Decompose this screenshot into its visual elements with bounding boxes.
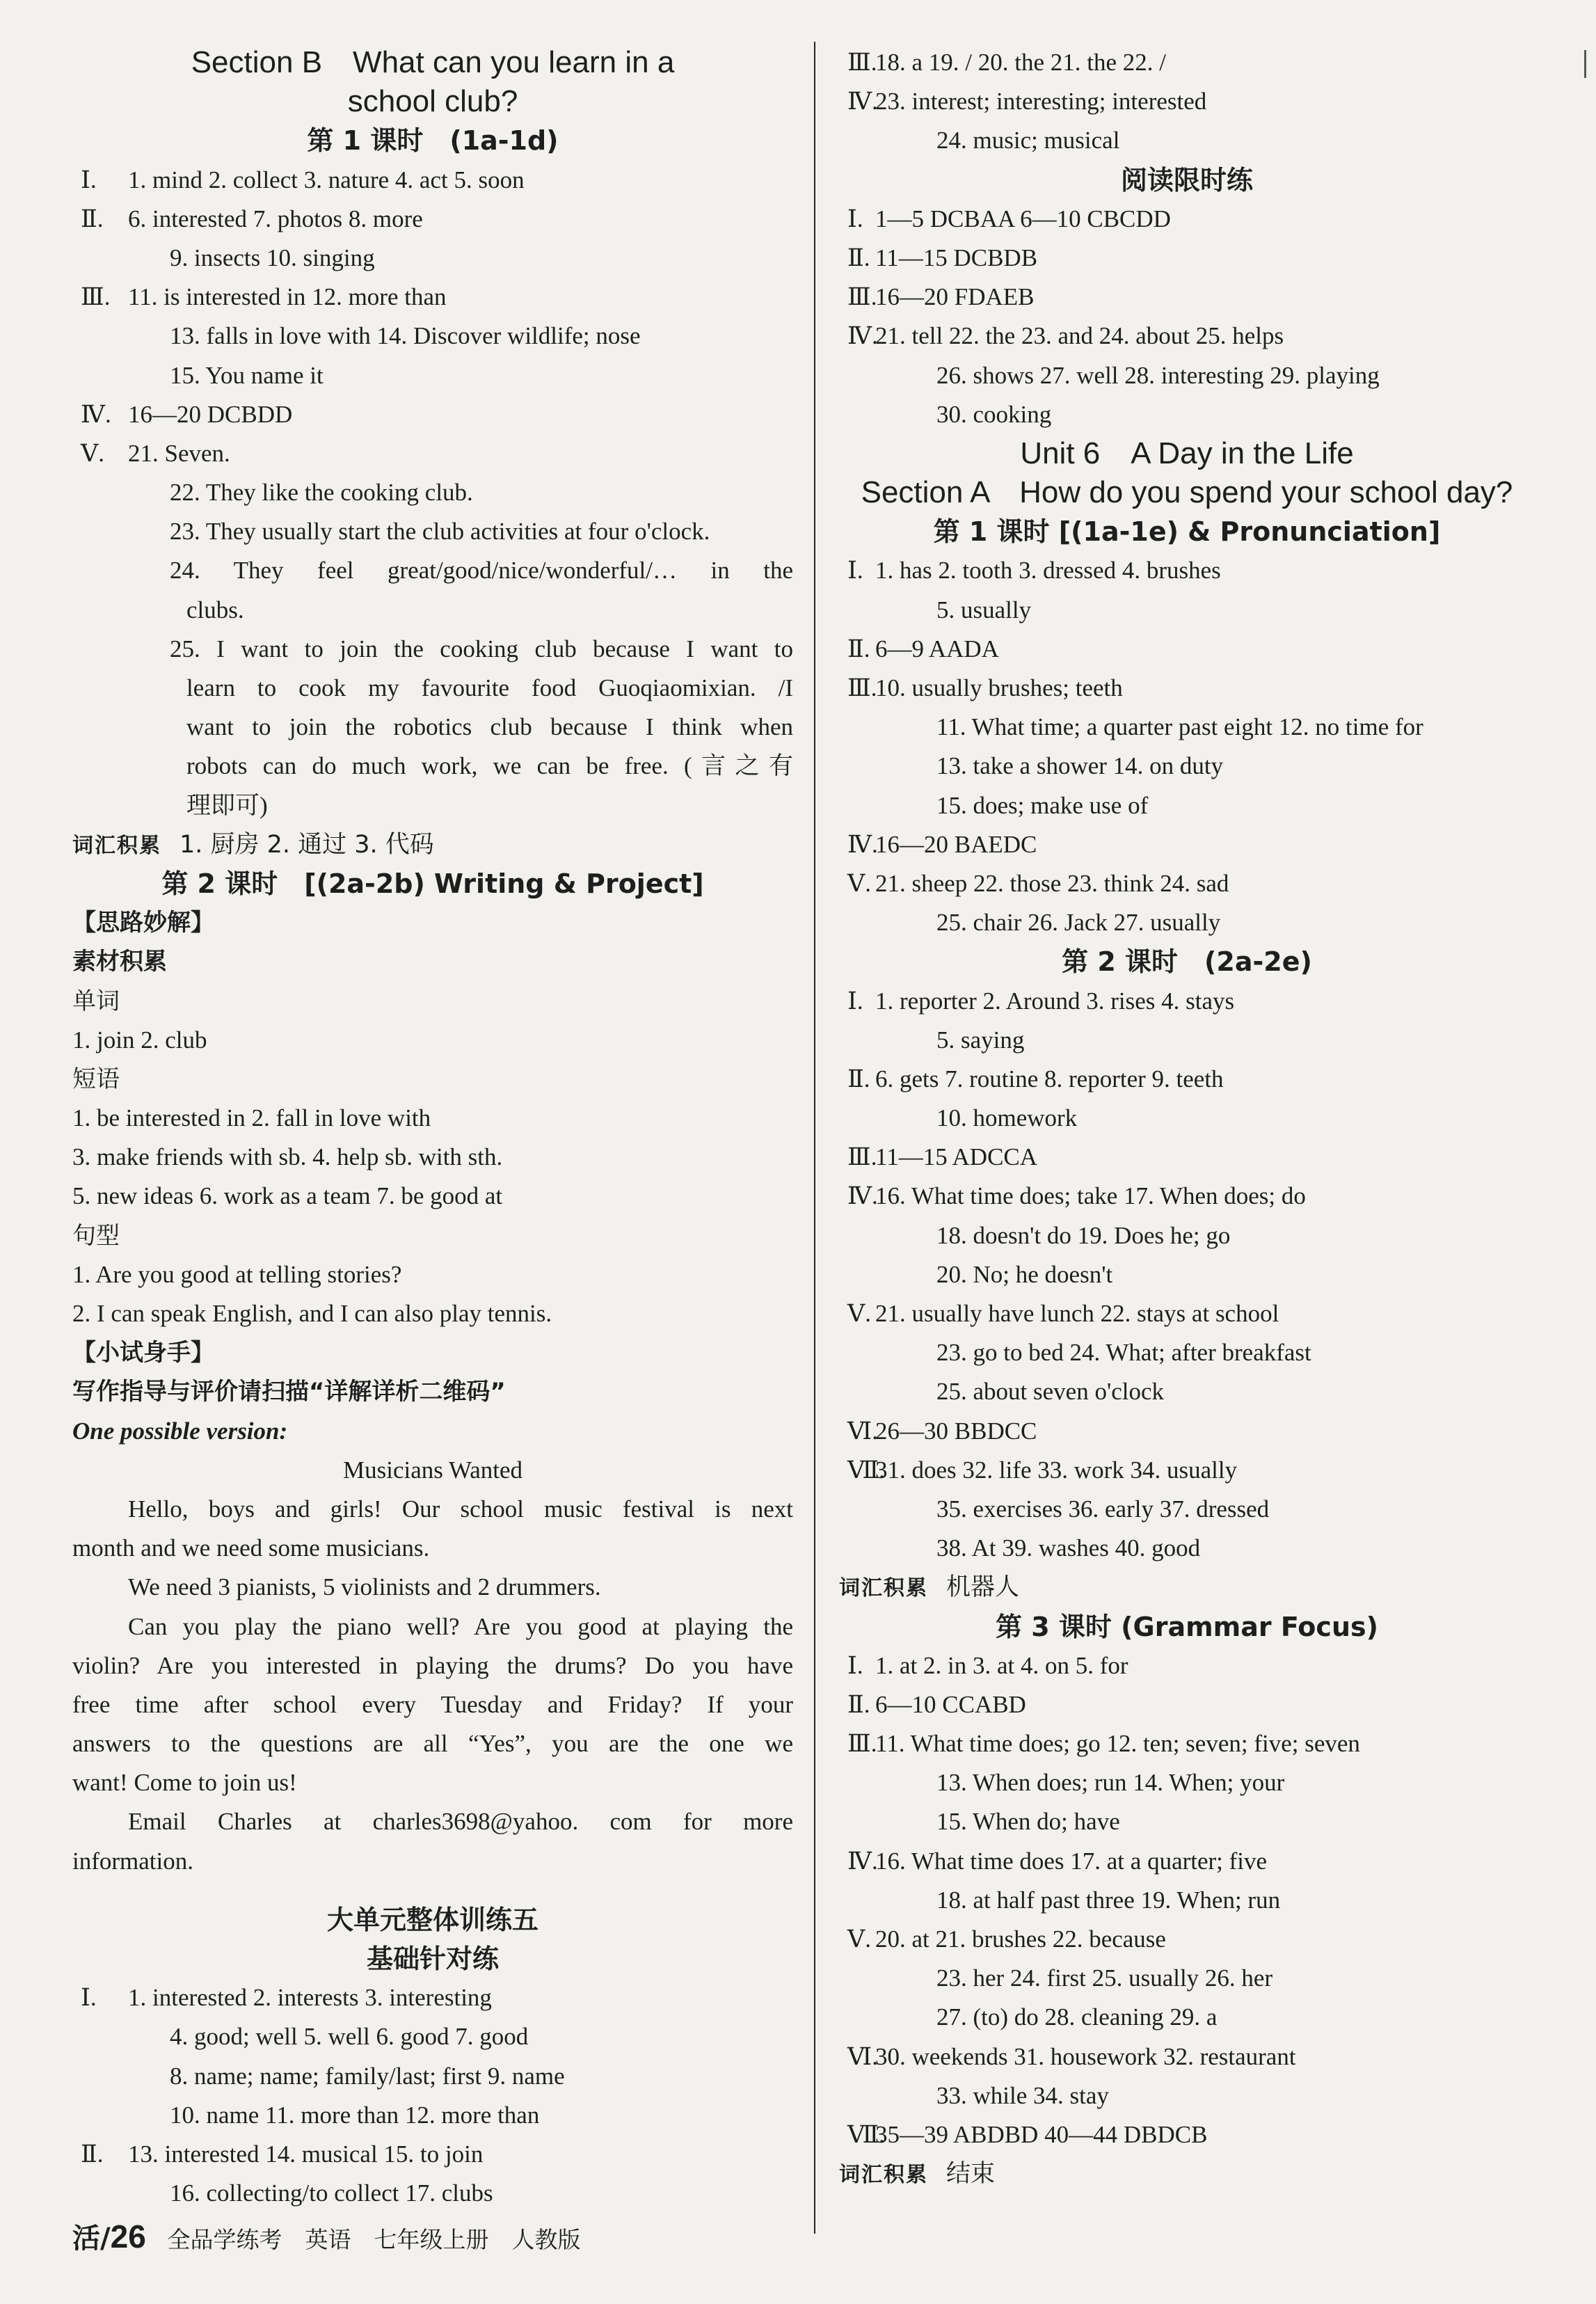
section-heading: Unit 6 A Day in the Life — [1020, 436, 1354, 470]
answer-line — [72, 2017, 793, 2056]
answer-line — [839, 1646, 1535, 1685]
answer-line — [839, 1998, 1535, 2037]
answer-text: 27. (to) do 28. cleaning 29. a — [936, 2003, 1218, 2031]
answer-text: 5. saying — [936, 1026, 1025, 1054]
roman-numeral: Ⅰ. — [847, 1651, 863, 1679]
answer-line — [72, 512, 793, 551]
answer-text: 16—20 BAEDC — [875, 830, 1037, 858]
answer-text: 13. take a shower 14. on duty — [936, 752, 1224, 780]
answer-line — [839, 669, 1535, 708]
answer-text: 1. reporter 2. Around 3. rises 4. stays — [875, 987, 1235, 1015]
roman-numeral: Ⅱ. — [847, 1690, 870, 1718]
answer-text: 10. usually brushes; teeth — [875, 674, 1123, 701]
category-label: 单词 — [72, 987, 120, 1015]
answer-text: 11. What time; a quarter past eight 12. no time for — [936, 713, 1423, 741]
answer-text: 35—39 ABDBD 40—44 DBDCB — [875, 2120, 1208, 2148]
answer-line — [839, 239, 1535, 278]
answer-text: 35. exercises 36. early 37. dressed — [936, 1495, 1270, 1523]
answer-text: 15. does; make use of — [936, 791, 1149, 819]
answer-text: 16. What time does 17. at a quarter; five — [875, 1847, 1268, 1875]
answer-line — [839, 1060, 1535, 1099]
answer-text: 10. homework — [936, 1104, 1078, 1132]
lesson-heading: 第 2 课时 [(2a-2b) Writing & Project] — [161, 868, 704, 899]
answer-line — [839, 1099, 1535, 1138]
answer-line — [839, 1177, 1535, 1216]
answer-line — [839, 2076, 1535, 2115]
paragraph-line: Hello, boys and girls! Our school music festival is next — [128, 1495, 793, 1523]
answer-text: 21. sheep 22. those 23. think 24. sad — [875, 869, 1229, 897]
roman-numeral: Ⅳ. — [81, 400, 111, 428]
answer-line — [839, 982, 1535, 1021]
answer-line — [839, 1802, 1535, 1841]
answer-text: 23. interest; interesting; interested — [875, 88, 1207, 116]
vocab-text: 机器人 — [946, 1573, 1020, 1602]
roman-numeral: Ⅶ. — [847, 1456, 885, 1484]
vocab-line — [839, 1568, 1535, 1607]
vocab-tag: 词汇积累 — [72, 833, 161, 858]
answer-line — [839, 395, 1535, 434]
answer-text: robots can do much work, we can be free. (言之有 — [186, 752, 793, 780]
answer-line — [72, 239, 793, 278]
roman-numeral: Ⅶ. — [847, 2120, 885, 2148]
answer-text: 1. at 2. in 3. at 4. on 5. for — [875, 1651, 1128, 1679]
roman-numeral: Ⅱ. — [81, 205, 104, 232]
answer-line — [72, 786, 793, 825]
lesson-heading: 第 3 课时 (Grammar Focus) — [996, 1611, 1378, 1642]
lesson-heading: 阅读限时练 — [1120, 164, 1253, 196]
answer-text: want to join the robotics club because I think when — [186, 713, 793, 741]
answer-line — [839, 1490, 1535, 1529]
roman-numeral: Ⅳ. — [847, 322, 878, 350]
answer-line — [72, 708, 793, 747]
column-divider — [814, 42, 815, 2234]
answer-line — [839, 1451, 1535, 1490]
lesson-heading: 第 2 课时 (2a-2e) — [1062, 946, 1312, 978]
answer-line — [839, 1763, 1535, 1802]
answer-line — [839, 1412, 1535, 1451]
answer-text: 16—20 DCBDD — [128, 400, 293, 428]
answer-line — [72, 434, 793, 473]
roman-numeral: Ⅲ. — [847, 1730, 877, 1758]
answer-line — [72, 630, 793, 669]
text-line: 5. new ideas 6. work as a team 7. be good at — [72, 1182, 503, 1210]
answer-line — [72, 669, 793, 708]
answer-text: 33. while 34. stay — [936, 2081, 1109, 2109]
roman-numeral: Ⅲ. — [847, 283, 877, 311]
lesson-heading: 大单元整体训练五 — [326, 1904, 538, 1935]
answer-text: 20. No; he doesn't — [936, 1260, 1113, 1288]
answer-line — [72, 395, 793, 434]
answer-line — [839, 591, 1535, 630]
answer-text: 8. name; name; family/last; first 9. name — [170, 2062, 565, 2090]
answer-text: 16. collecting/to collect 17. clubs — [170, 2179, 493, 2207]
answer-line — [839, 1685, 1535, 1724]
answer-text: 24. music; musical — [936, 127, 1120, 154]
label-heading: 写作指导与评价请扫描“详解详析二维码” — [72, 1378, 506, 1406]
answer-text: 6. gets 7. routine 8. reporter 9. teeth — [875, 1065, 1224, 1093]
answer-line — [839, 356, 1535, 395]
category-label: 短语 — [72, 1065, 120, 1093]
answer-text: 21. usually have lunch 22. stays at school — [875, 1300, 1279, 1327]
vocab-tag: 词汇积累 — [839, 2163, 928, 2188]
answer-line — [839, 1138, 1535, 1177]
lesson-heading: 第 1 课时 (1a-1d) — [307, 125, 559, 157]
answer-line — [72, 1978, 793, 2017]
label-heading: 【小试身手】 — [72, 1339, 214, 1367]
answer-text: 11. What time does; go 12. ten; seven; five; seven — [875, 1730, 1360, 1758]
answer-line — [72, 551, 793, 590]
answer-line — [72, 278, 793, 317]
answer-text: 21. tell 22. the 23. and 24. about 25. helps — [875, 322, 1284, 350]
paragraph-line: free time after school every Tuesday and Friday? If your — [72, 1690, 793, 1718]
answer-text: 13. interested 14. musical 15. to join — [128, 2140, 484, 2168]
paragraph-line: answers to the questions are all “Yes”, you are the one we — [72, 1730, 793, 1758]
answer-text: 24. They feel great/good/nice/wonderful/… in the — [170, 557, 793, 585]
answer-text: 18. a 19. / 20. the 21. the 22. / — [875, 49, 1167, 76]
paragraph-line: We need 3 pianists, 5 violinists and 2 drummers. — [128, 1573, 601, 1601]
roman-numeral: Ⅰ. — [81, 1984, 97, 2012]
answer-line — [839, 2037, 1535, 2076]
vocab-text: 1. 厨房 2. 通过 3. 代码 — [179, 830, 434, 859]
answer-text: clubs. — [186, 596, 244, 623]
answer-text: 16. What time does; take 17. When does; do — [875, 1182, 1306, 1210]
answer-line — [72, 2174, 793, 2213]
spacer — [72, 1881, 793, 1900]
answer-text: 1. has 2. tooth 3. dressed 4. brushes — [875, 557, 1221, 585]
answer-line — [839, 864, 1535, 903]
text-line: 3. make friends with sb. 4. help sb. with sth. — [72, 1143, 503, 1171]
vocab-text: 结束 — [946, 2160, 996, 2188]
roman-numeral: Ⅲ. — [847, 1143, 877, 1171]
book-title: 全品学练考 英语 七年级上册 人教版 — [167, 2226, 581, 2253]
answer-line — [839, 708, 1535, 747]
text-line: 1. join 2. club — [72, 1026, 207, 1054]
text-line: information. — [72, 1847, 193, 1875]
right-column — [839, 43, 1535, 2193]
edge-mark — [1584, 50, 1592, 78]
answer-text: 30. weekends 31. housework 32. restaurant — [875, 2042, 1296, 2070]
section-heading: school club? — [347, 84, 518, 119]
roman-numeral: Ⅰ. — [847, 205, 863, 232]
roman-numeral: Ⅱ. — [847, 635, 870, 662]
answer-text: 1. mind 2. collect 3. nature 4. act 5. soon — [128, 166, 525, 193]
answer-text: 11—15 DCBDB — [875, 244, 1038, 271]
answer-line — [72, 200, 793, 239]
section-heading: Section B What can you learn in a — [191, 45, 675, 79]
lesson-heading: 基础针对练 — [366, 1944, 499, 1974]
answer-text: 18. doesn't do 19. Does he; go — [936, 1221, 1231, 1249]
roman-numeral: Ⅱ. — [847, 244, 870, 271]
page-number: 活/26 — [72, 2218, 146, 2255]
text-line: want! Come to join us! — [72, 1769, 297, 1797]
answer-text: 16—20 FDAEB — [875, 283, 1035, 311]
answer-line — [839, 1724, 1535, 1763]
answer-text: 25. chair 26. Jack 27. usually — [936, 909, 1221, 937]
answer-text: 理即可) — [186, 791, 268, 819]
text-line: month and we need some musicians. — [72, 1534, 430, 1562]
answer-line — [839, 121, 1535, 160]
answer-line — [839, 1920, 1535, 1959]
answer-line — [72, 2096, 793, 2135]
text-line: 1. be interested in 2. fall in love with — [72, 1104, 431, 1132]
answer-text: 6—9 AADA — [875, 635, 999, 662]
answer-line — [839, 82, 1535, 121]
answer-text: 31. does 32. life 33. work 34. usually — [875, 1456, 1238, 1484]
page-footer — [72, 2217, 581, 2256]
paragraph-line: Email Charles at charles3698@yahoo. com for more — [128, 1808, 793, 1836]
roman-numeral: Ⅳ. — [847, 1847, 878, 1875]
answer-line — [839, 903, 1535, 942]
answer-line — [839, 1881, 1535, 1920]
roman-numeral: Ⅴ. — [847, 1300, 872, 1327]
answer-text: learn to cook my favourite food Guoqiaomixian. /I — [186, 674, 793, 701]
answer-line — [72, 747, 793, 786]
answer-text: 6. interested 7. photos 8. more — [128, 205, 423, 232]
answer-line — [839, 43, 1535, 82]
answer-text: 25. I want to join the cooking club because I want to — [170, 635, 793, 662]
roman-numeral: Ⅳ. — [847, 830, 878, 858]
answer-text: 21. Seven. — [128, 439, 230, 467]
answer-line — [839, 1333, 1535, 1372]
roman-numeral: Ⅵ. — [847, 2042, 878, 2070]
answer-text: 26—30 BBDCC — [875, 1417, 1037, 1445]
answer-line — [72, 2135, 793, 2174]
roman-numeral: Ⅴ. — [847, 869, 872, 897]
paragraph-line: violin? Are you interested in playing the drums? Do you have — [72, 1651, 793, 1679]
roman-numeral: Ⅵ. — [847, 1417, 878, 1445]
answer-line — [839, 551, 1535, 590]
roman-numeral: Ⅱ. — [81, 2140, 104, 2168]
answer-line — [839, 630, 1535, 669]
answer-text: 23. They usually start the club activities at four o'clock. — [170, 518, 710, 546]
answer-line — [839, 200, 1535, 239]
answer-line — [839, 1372, 1535, 1411]
answer-text: 11. is interested in 12. more than — [128, 283, 447, 311]
category-label: 句型 — [72, 1221, 120, 1250]
roman-numeral: Ⅳ. — [847, 1182, 878, 1210]
answer-line — [839, 1294, 1535, 1333]
lesson-heading: 第 1 课时 [(1a-1e) & Pronunciation] — [933, 516, 1441, 548]
answer-text: 4. good; well 5. well 6. good 7. good — [170, 2023, 529, 2051]
answer-line — [72, 161, 793, 200]
answer-text: 23. go to bed 24. What; after breakfast — [936, 1339, 1311, 1367]
answer-text: 10. name 11. more than 12. more than — [170, 2101, 540, 2129]
answer-line — [839, 278, 1535, 317]
answer-line — [839, 1255, 1535, 1294]
answer-text: 22. They like the cooking club. — [170, 479, 473, 507]
answer-text: 5. usually — [936, 596, 1032, 623]
answer-line — [839, 2115, 1535, 2154]
answer-line — [72, 317, 793, 356]
answer-line — [839, 1529, 1535, 1568]
answer-text: 20. at 21. brushes 22. because — [875, 1925, 1166, 1953]
answer-line — [839, 786, 1535, 825]
answer-text: 9. insects 10. singing — [170, 244, 375, 271]
roman-numeral: Ⅳ. — [847, 88, 878, 116]
answer-line — [839, 1959, 1535, 1998]
answer-text: 1. interested 2. interests 3. interesting — [128, 1984, 492, 2012]
roman-numeral: Ⅴ. — [81, 439, 105, 467]
answer-text: 1—5 DCBAA 6—10 CBCDD — [875, 205, 1171, 232]
roman-numeral: Ⅲ. — [81, 283, 111, 311]
vocab-line — [839, 2154, 1535, 2193]
answer-line — [839, 1216, 1535, 1255]
answer-text: 25. about seven o'clock — [936, 1378, 1165, 1406]
label-heading: 素材积累 — [72, 948, 167, 976]
roman-numeral: Ⅴ. — [847, 1925, 872, 1953]
answer-text: 26. shows 27. well 28. interesting 29. playing — [936, 361, 1380, 389]
answer-text: 18. at half past three 19. When; run — [936, 1886, 1281, 1914]
answer-line — [839, 317, 1535, 356]
answer-line — [72, 591, 793, 630]
roman-numeral: Ⅱ. — [847, 1065, 870, 1093]
answer-text: 6—10 CCABD — [875, 1690, 1026, 1718]
answer-text: 23. her 24. first 25. usually 26. her — [936, 1964, 1273, 1992]
answer-text: 13. When does; run 14. When; your — [936, 1769, 1285, 1797]
label-heading: 【思路妙解】 — [72, 909, 214, 937]
section-heading: Section A How do you spend your school day? — [861, 475, 1513, 510]
text-line: 2. I can speak English, and I can also play tennis. — [72, 1300, 552, 1327]
roman-numeral: Ⅰ. — [847, 557, 863, 585]
answer-line — [72, 473, 793, 512]
answer-text: 13. falls in love with 14. Discover wildlife; nose — [170, 322, 641, 350]
answer-line — [72, 2057, 793, 2096]
answer-text: 15. When do; have — [936, 1808, 1120, 1836]
answer-line — [72, 356, 793, 395]
text-line: 1. Are you good at telling stories? — [72, 1260, 402, 1288]
roman-numeral: Ⅰ. — [847, 987, 863, 1015]
roman-numeral: Ⅲ. — [847, 49, 877, 76]
vocab-tag: 词汇积累 — [839, 1576, 928, 1601]
vocab-line — [72, 825, 793, 864]
answer-line — [839, 747, 1535, 786]
essay-title: Musicians Wanted — [342, 1456, 523, 1484]
version-label: One possible version: — [72, 1417, 288, 1445]
answer-line — [839, 1021, 1535, 1060]
answer-text: 15. You name it — [170, 361, 324, 389]
answer-text: 30. cooking — [936, 400, 1052, 428]
left-column — [72, 43, 793, 2213]
paragraph-line: Can you play the piano well? Are you good at playing the — [128, 1612, 793, 1640]
roman-numeral: Ⅰ. — [81, 166, 97, 193]
answer-line — [839, 825, 1535, 864]
answer-text: 38. At 39. washes 40. good — [936, 1534, 1201, 1562]
roman-numeral: Ⅲ. — [847, 674, 877, 701]
answer-line — [839, 1842, 1535, 1881]
answer-text: 11—15 ADCCA — [875, 1143, 1038, 1171]
